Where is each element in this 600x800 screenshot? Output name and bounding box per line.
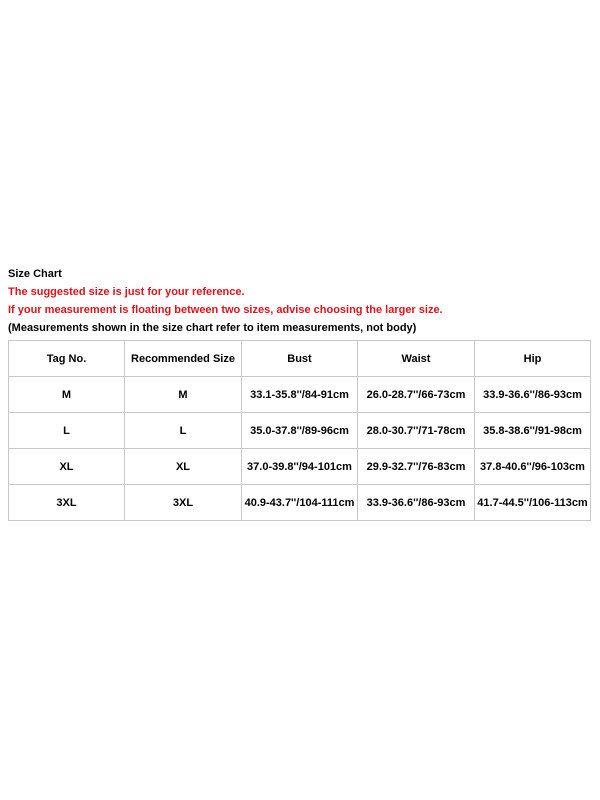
cell-recommended-size: M xyxy=(125,377,242,413)
header-hip: Hip xyxy=(475,341,591,377)
cell-waist: 28.0-30.7''/71-78cm xyxy=(358,413,475,449)
header-bust: Bust xyxy=(242,341,358,377)
header-waist: Waist xyxy=(358,341,475,377)
cell-hip: 35.8-38.6''/91-98cm xyxy=(475,413,591,449)
header-tag-no: Tag No. xyxy=(9,341,125,377)
reference-note: The suggested size is just for your reference. xyxy=(8,286,245,298)
cell-tag-no: 3XL xyxy=(9,485,125,521)
cell-bust: 33.1-35.8''/84-91cm xyxy=(242,377,358,413)
cell-recommended-size: XL xyxy=(125,449,242,485)
cell-waist: 33.9-36.6''/86-93cm xyxy=(358,485,475,521)
table-header-row xyxy=(9,341,591,377)
cell-bust: 40.9-43.7''/104-111cm xyxy=(242,485,358,521)
cell-tag-no: M xyxy=(9,377,125,413)
table-row xyxy=(9,377,591,413)
cell-waist: 29.9-32.7''/76-83cm xyxy=(358,449,475,485)
size-table xyxy=(8,340,591,521)
cell-bust: 35.0-37.8''/89-96cm xyxy=(242,413,358,449)
cell-tag-no: XL xyxy=(9,449,125,485)
cell-bust: 37.0-39.8''/94-101cm xyxy=(242,449,358,485)
table-row xyxy=(9,449,591,485)
cell-waist: 26.0-28.7''/66-73cm xyxy=(358,377,475,413)
measurement-note: (Measurements shown in the size chart refer to item measurements, not body) xyxy=(8,322,417,334)
table-row xyxy=(9,413,591,449)
size-chart xyxy=(8,265,590,521)
cell-hip: 37.8-40.6''/96-103cm xyxy=(475,449,591,485)
cell-recommended-size: 3XL xyxy=(125,485,242,521)
cell-recommended-size: L xyxy=(125,413,242,449)
header-recommended-size: Recommended Size xyxy=(125,341,242,377)
cell-hip: 33.9-36.6''/86-93cm xyxy=(475,377,591,413)
size-chart-title: Size Chart xyxy=(8,268,62,280)
sizing-advice-note: If your measurement is floating between two sizes, advise choosing the larger size. xyxy=(8,304,443,316)
cell-hip: 41.7-44.5''/106-113cm xyxy=(475,485,591,521)
table-row xyxy=(9,485,591,521)
cell-tag-no: L xyxy=(9,413,125,449)
